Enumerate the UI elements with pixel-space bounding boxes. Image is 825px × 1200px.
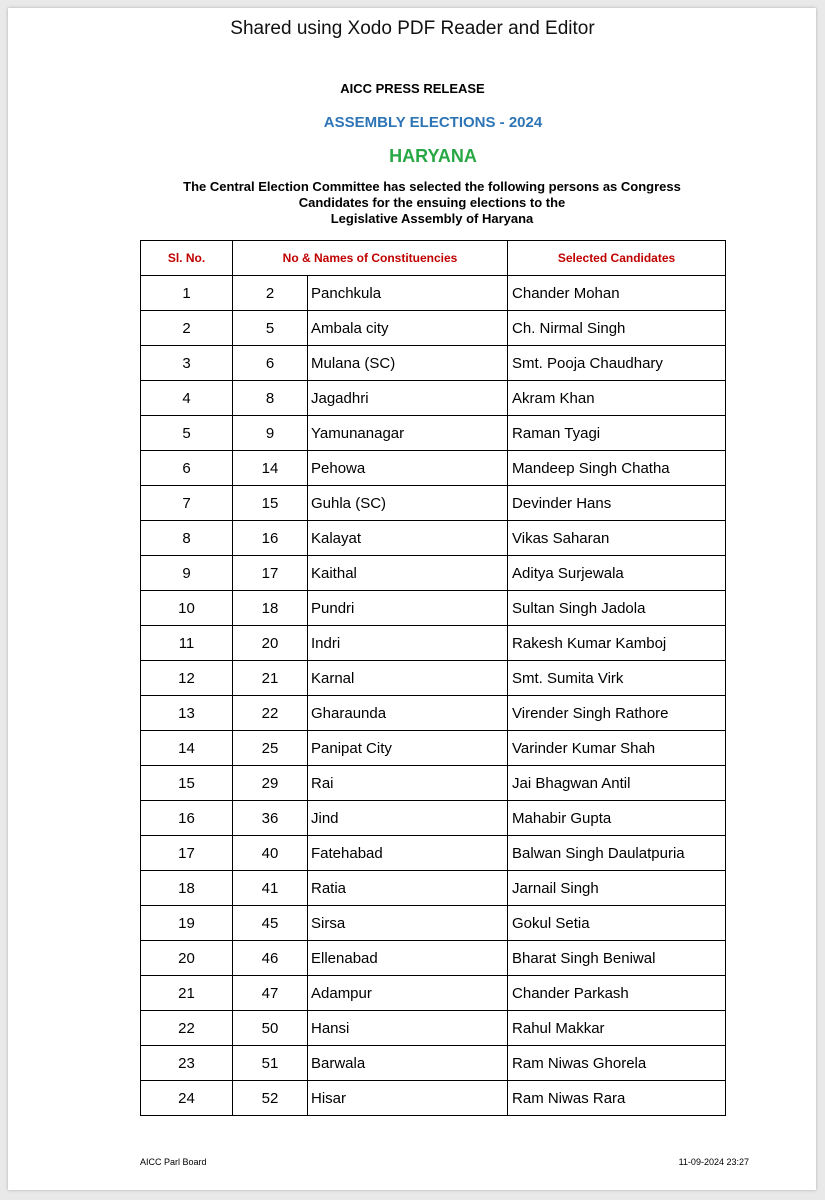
cell-constituency-no: 29 — [233, 766, 308, 801]
footer-board: AICC Parl Board — [140, 1157, 207, 1167]
intro-line: The Central Election Committee has selected the following persons as Congress — [183, 179, 681, 194]
cell-constituency-name: Indri — [308, 626, 508, 661]
cell-constituency-name: Mulana (SC) — [308, 346, 508, 381]
cell-constituency-no: 15 — [233, 486, 308, 521]
table-row — [141, 696, 726, 731]
intro-line: Candidates for the ensuing elections to the — [298, 195, 566, 210]
cell-sl-no: 13 — [141, 696, 233, 731]
cell-candidate: Rakesh Kumar Kamboj — [508, 626, 726, 661]
cell-candidate: Mandeep Singh Chatha — [508, 451, 726, 486]
table-row — [141, 591, 726, 626]
cell-sl-no: 6 — [141, 451, 233, 486]
cell-sl-no: 2 — [141, 311, 233, 346]
cell-candidate: Jarnail Singh — [508, 871, 726, 906]
cell-candidate: Virender Singh Rathore — [508, 696, 726, 731]
cell-sl-no: 1 — [141, 276, 233, 311]
cell-constituency-name: Pehowa — [308, 451, 508, 486]
cell-sl-no: 21 — [141, 976, 233, 1011]
cell-sl-no: 10 — [141, 591, 233, 626]
state-title: HARYANA — [389, 146, 477, 166]
cell-sl-no: 15 — [141, 766, 233, 801]
elections-title: ASSEMBLY ELECTIONS - 2024 — [323, 114, 543, 131]
cell-candidate: Balwan Singh Daulatpuria — [508, 836, 726, 871]
table-row — [141, 661, 726, 696]
cell-sl-no: 20 — [141, 941, 233, 976]
cell-constituency-name: Jind — [308, 801, 508, 836]
cell-sl-no: 24 — [141, 1081, 233, 1116]
cell-candidate: Smt. Sumita Virk — [508, 661, 726, 696]
cell-sl-no: 23 — [141, 1046, 233, 1081]
cell-sl-no: 19 — [141, 906, 233, 941]
cell-candidate: Rahul Makkar — [508, 1011, 726, 1046]
cell-constituency-name: Yamunanagar — [308, 416, 508, 451]
table-row — [141, 276, 726, 311]
cell-sl-no: 9 — [141, 556, 233, 591]
candidates-table — [140, 240, 726, 1116]
cell-candidate: Chander Mohan — [508, 276, 726, 311]
cell-constituency-name: Panchkula — [308, 276, 508, 311]
cell-sl-no: 3 — [141, 346, 233, 381]
cell-constituency-name: Sirsa — [308, 906, 508, 941]
cell-sl-no: 16 — [141, 801, 233, 836]
cell-sl-no: 18 — [141, 871, 233, 906]
cell-candidate: Mahabir Gupta — [508, 801, 726, 836]
cell-constituency-name: Panipat City — [308, 731, 508, 766]
cell-constituency-name: Adampur — [308, 976, 508, 1011]
table-row — [141, 556, 726, 591]
cell-constituency-name: Pundri — [308, 591, 508, 626]
cell-constituency-no: 51 — [233, 1046, 308, 1081]
cell-sl-no: 11 — [141, 626, 233, 661]
cell-constituency-no: 50 — [233, 1011, 308, 1046]
cell-constituency-name: Rai — [308, 766, 508, 801]
cell-constituency-no: 16 — [233, 521, 308, 556]
table-row — [141, 311, 726, 346]
cell-constituency-no: 18 — [233, 591, 308, 626]
table-body — [141, 276, 726, 1116]
cell-constituency-no: 25 — [233, 731, 308, 766]
cell-candidate: Vikas Saharan — [508, 521, 726, 556]
cell-constituency-no: 40 — [233, 836, 308, 871]
cell-constituency-no: 2 — [233, 276, 308, 311]
cell-constituency-no: 20 — [233, 626, 308, 661]
table-row — [141, 976, 726, 1011]
cell-candidate: Chander Parkash — [508, 976, 726, 1011]
table-row — [141, 871, 726, 906]
table-row — [141, 766, 726, 801]
cell-sl-no: 8 — [141, 521, 233, 556]
table-row — [141, 486, 726, 521]
header-constituencies: No & Names of Constituencies — [233, 241, 508, 276]
cell-constituency-no: 21 — [233, 661, 308, 696]
cell-constituency-no: 47 — [233, 976, 308, 1011]
cell-constituency-name: Kalayat — [308, 521, 508, 556]
cell-sl-no: 12 — [141, 661, 233, 696]
cell-constituency-no: 45 — [233, 906, 308, 941]
cell-constituency-no: 9 — [233, 416, 308, 451]
table-row — [141, 1081, 726, 1116]
cell-candidate: Ram Niwas Rara — [508, 1081, 726, 1116]
cell-constituency-name: Fatehabad — [308, 836, 508, 871]
cell-sl-no: 17 — [141, 836, 233, 871]
table-header-row — [141, 241, 726, 276]
cell-constituency-no: 36 — [233, 801, 308, 836]
cell-constituency-name: Ratia — [308, 871, 508, 906]
cell-candidate: Ram Niwas Ghorela — [508, 1046, 726, 1081]
table-row — [141, 451, 726, 486]
table-row — [141, 1046, 726, 1081]
cell-constituency-no: 52 — [233, 1081, 308, 1116]
cell-candidate: Akram Khan — [508, 381, 726, 416]
cell-candidate: Gokul Setia — [508, 906, 726, 941]
table-row — [141, 346, 726, 381]
cell-sl-no: 5 — [141, 416, 233, 451]
cell-constituency-name: Gharaunda — [308, 696, 508, 731]
table-row — [141, 521, 726, 556]
cell-constituency-name: Jagadhri — [308, 381, 508, 416]
cell-candidate: Ch. Nirmal Singh — [508, 311, 726, 346]
footer-timestamp: 11-09-2024 23:27 — [678, 1157, 749, 1167]
table-row — [141, 416, 726, 451]
table-row — [141, 381, 726, 416]
cell-constituency-no: 8 — [233, 381, 308, 416]
cell-constituency-name: Karnal — [308, 661, 508, 696]
intro-line: Legislative Assembly of Haryana — [330, 211, 534, 226]
cell-constituency-no: 46 — [233, 941, 308, 976]
intro-text — [132, 179, 732, 227]
cell-constituency-no: 17 — [233, 556, 308, 591]
cell-candidate: Sultan Singh Jadola — [508, 591, 726, 626]
cell-constituency-name: Hansi — [308, 1011, 508, 1046]
cell-sl-no: 4 — [141, 381, 233, 416]
cell-candidate: Raman Tyagi — [508, 416, 726, 451]
cell-candidate: Jai Bhagwan Antil — [508, 766, 726, 801]
cell-sl-no: 22 — [141, 1011, 233, 1046]
table-row — [141, 941, 726, 976]
cell-constituency-no: 6 — [233, 346, 308, 381]
cell-constituency-name: Kaithal — [308, 556, 508, 591]
cell-constituency-name: Barwala — [308, 1046, 508, 1081]
header-sl-no: Sl. No. — [141, 241, 233, 276]
cell-constituency-no: 41 — [233, 871, 308, 906]
shared-banner: Shared using Xodo PDF Reader and Editor — [230, 18, 595, 39]
table-row — [141, 626, 726, 661]
cell-constituency-name: Hisar — [308, 1081, 508, 1116]
table-row — [141, 731, 726, 766]
table-row — [141, 836, 726, 871]
cell-constituency-name: Ambala city — [308, 311, 508, 346]
cell-sl-no: 14 — [141, 731, 233, 766]
cell-sl-no: 7 — [141, 486, 233, 521]
cell-candidate: Devinder Hans — [508, 486, 726, 521]
cell-constituency-name: Guhla (SC) — [308, 486, 508, 521]
cell-candidate: Smt. Pooja Chaudhary — [508, 346, 726, 381]
table-row — [141, 801, 726, 836]
header-selected-candidates: Selected Candidates — [508, 241, 726, 276]
cell-candidate: Varinder Kumar Shah — [508, 731, 726, 766]
cell-candidate: Bharat Singh Beniwal — [508, 941, 726, 976]
cell-candidate: Aditya Surjewala — [508, 556, 726, 591]
table-row — [141, 1011, 726, 1046]
cell-constituency-no: 5 — [233, 311, 308, 346]
cell-constituency-no: 22 — [233, 696, 308, 731]
cell-constituency-no: 14 — [233, 451, 308, 486]
cell-constituency-name: Ellenabad — [308, 941, 508, 976]
table-row — [141, 906, 726, 941]
press-release-title: AICC PRESS RELEASE — [340, 81, 485, 96]
